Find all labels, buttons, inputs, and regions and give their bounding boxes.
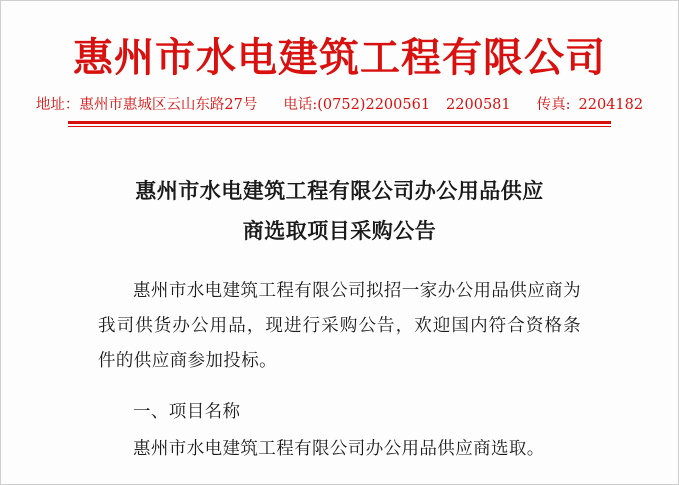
- phone-value: (0752)2200561: [317, 97, 431, 113]
- divider-thick-line: [68, 121, 611, 124]
- contact-line: [1, 93, 678, 114]
- document-title-line-1: 惠州市水电建筑工程有限公司办公用品供应: [135, 177, 544, 203]
- address-value: 惠州市惠城区云山东路27号: [79, 97, 258, 113]
- phone-label: 电话:: [283, 97, 318, 113]
- company-name: 惠州市水电建筑工程有限公司: [73, 34, 606, 81]
- address-label: 地址：: [35, 97, 80, 113]
- fax-value: 2204182: [578, 97, 644, 113]
- section-heading-project-name: 一、项目名称: [133, 402, 241, 423]
- section-body-project-name: 惠州市水电建筑工程有限公司办公用品供应商选取。: [133, 439, 545, 460]
- document-title-line-2: 商选取项目采购公告: [242, 218, 437, 244]
- intro-paragraph: 惠州市水电建筑工程有限公司拟招一家办公用品供应商为我司供货办公用品，现进行采购公告，欢迎国内符合资格条件的供应商参加投标。: [98, 281, 581, 372]
- letterhead: [1, 1, 678, 127]
- document-body: [98, 127, 581, 468]
- phone-value-secondary: 2200581: [446, 97, 511, 113]
- document-title: [98, 171, 581, 253]
- fax-label: 传真:: [536, 97, 571, 113]
